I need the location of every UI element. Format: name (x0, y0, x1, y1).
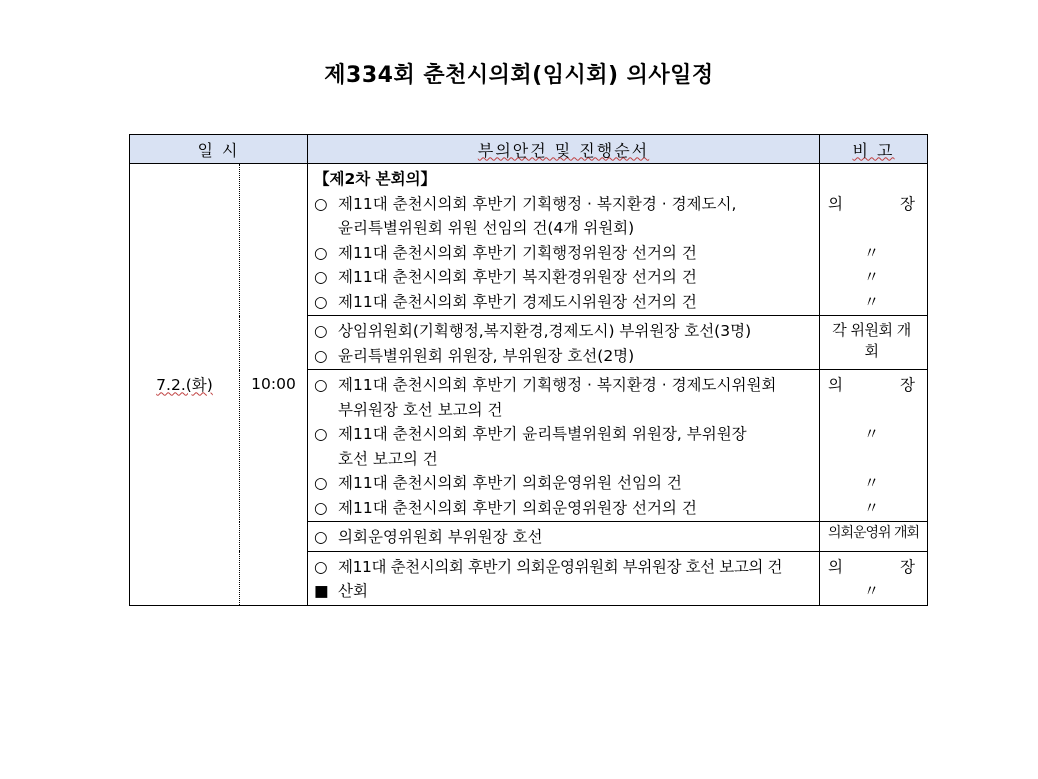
agenda-table (129, 134, 928, 606)
remark-chair: 의 장 (828, 557, 915, 576)
list-item: ○ 상임위원회(기획행정,복지환경,경제도시) 부위원장 호선(3명) (314, 322, 752, 340)
agenda-group-1 (130, 164, 928, 316)
remarks-4 (820, 522, 928, 552)
square-bullet-icon: ■ (314, 582, 329, 600)
list-item: ○ 의회운영위원회 부위원장 호선 (314, 528, 543, 546)
agenda-items-4 (308, 522, 820, 552)
agenda-items-5 (308, 551, 820, 605)
agenda-items-1 (308, 164, 820, 316)
remark-operations-committee-convene: 의회운영위 개회 (827, 525, 920, 541)
remarks-3 (820, 370, 928, 522)
ditto-mark: 〃 (863, 243, 880, 262)
list-item: ○ 제11대 춘천시의회 후반기 경제도시위원장 선거의 건 (314, 292, 697, 311)
list-item: ○ 제11대 춘천시의회 후반기 윤리특별위원회 위원장, 부위원장 (314, 425, 747, 443)
closing-item: ■ 산회 (314, 579, 813, 604)
time-cell: 10:00 (240, 164, 308, 606)
header-datetime: 일 시 (130, 135, 308, 164)
remarks-5 (820, 551, 928, 605)
date-cell: 7.2.(화) (130, 164, 240, 606)
agenda-items-3 (308, 370, 820, 522)
session-heading: 【제2차 본회의】 (314, 170, 437, 188)
ditto-mark: 〃 (863, 268, 880, 286)
list-item: ○ 제11대 춘천시의회 후반기 의회운영위원회 부위원장 호선 보고의 건 (314, 557, 783, 576)
header-remarks: 비 고 (820, 135, 928, 164)
list-item: ○ 제11대 춘천시의회 후반기 기획행정 · 복지환경 · 경제도시위원회 (314, 376, 777, 394)
remark-chair: 의 장 (828, 194, 915, 213)
ditto-mark: 〃 (863, 474, 880, 492)
list-item: ○ 제11대 춘천시의회 후반기 의회운영위원 선임의 건 (314, 474, 682, 492)
header-row (130, 135, 928, 164)
list-item: ○ 제11대 춘천시의회 후반기 복지환경위원장 선거의 건 (314, 268, 697, 286)
list-item: ○ 윤리특별위원회 위원장, 부위원장 호선(2명) (314, 346, 635, 365)
list-item: ○ 제11대 춘천시의회 후반기 기획행정 · 복지환경 · 경제도시, (314, 194, 737, 213)
ditto-mark: 〃 (863, 292, 880, 311)
header-agenda: 부의안건 및 진행순서 (308, 135, 820, 164)
ditto-mark: 〃 (863, 425, 880, 443)
list-item: ○ 제11대 춘천시의회 후반기 의회운영위원장 선거의 건 (314, 498, 697, 517)
list-item-continuation: 호선 보고의 건 (338, 449, 438, 468)
remark-committees-convene: 각 위원회 개회 (832, 321, 911, 360)
list-item-continuation: 부위원장 호선 보고의 건 (338, 400, 503, 419)
remark-chair: 의 장 (828, 376, 915, 394)
list-item-continuation: 윤리특별위원회 위원 선임의 건(4개 위원회) (338, 219, 635, 237)
agenda-items-2 (308, 316, 820, 370)
list-item: ○ 제11대 춘천시의회 후반기 기획행정위원장 선거의 건 (314, 243, 697, 262)
ditto-mark: 〃 (863, 498, 880, 517)
page-title: 제334회 춘천시의회(임시회) 의사일정 (324, 63, 714, 88)
ditto-mark: 〃 (863, 582, 880, 600)
remarks-2 (820, 316, 928, 370)
remarks-1 (820, 164, 928, 316)
